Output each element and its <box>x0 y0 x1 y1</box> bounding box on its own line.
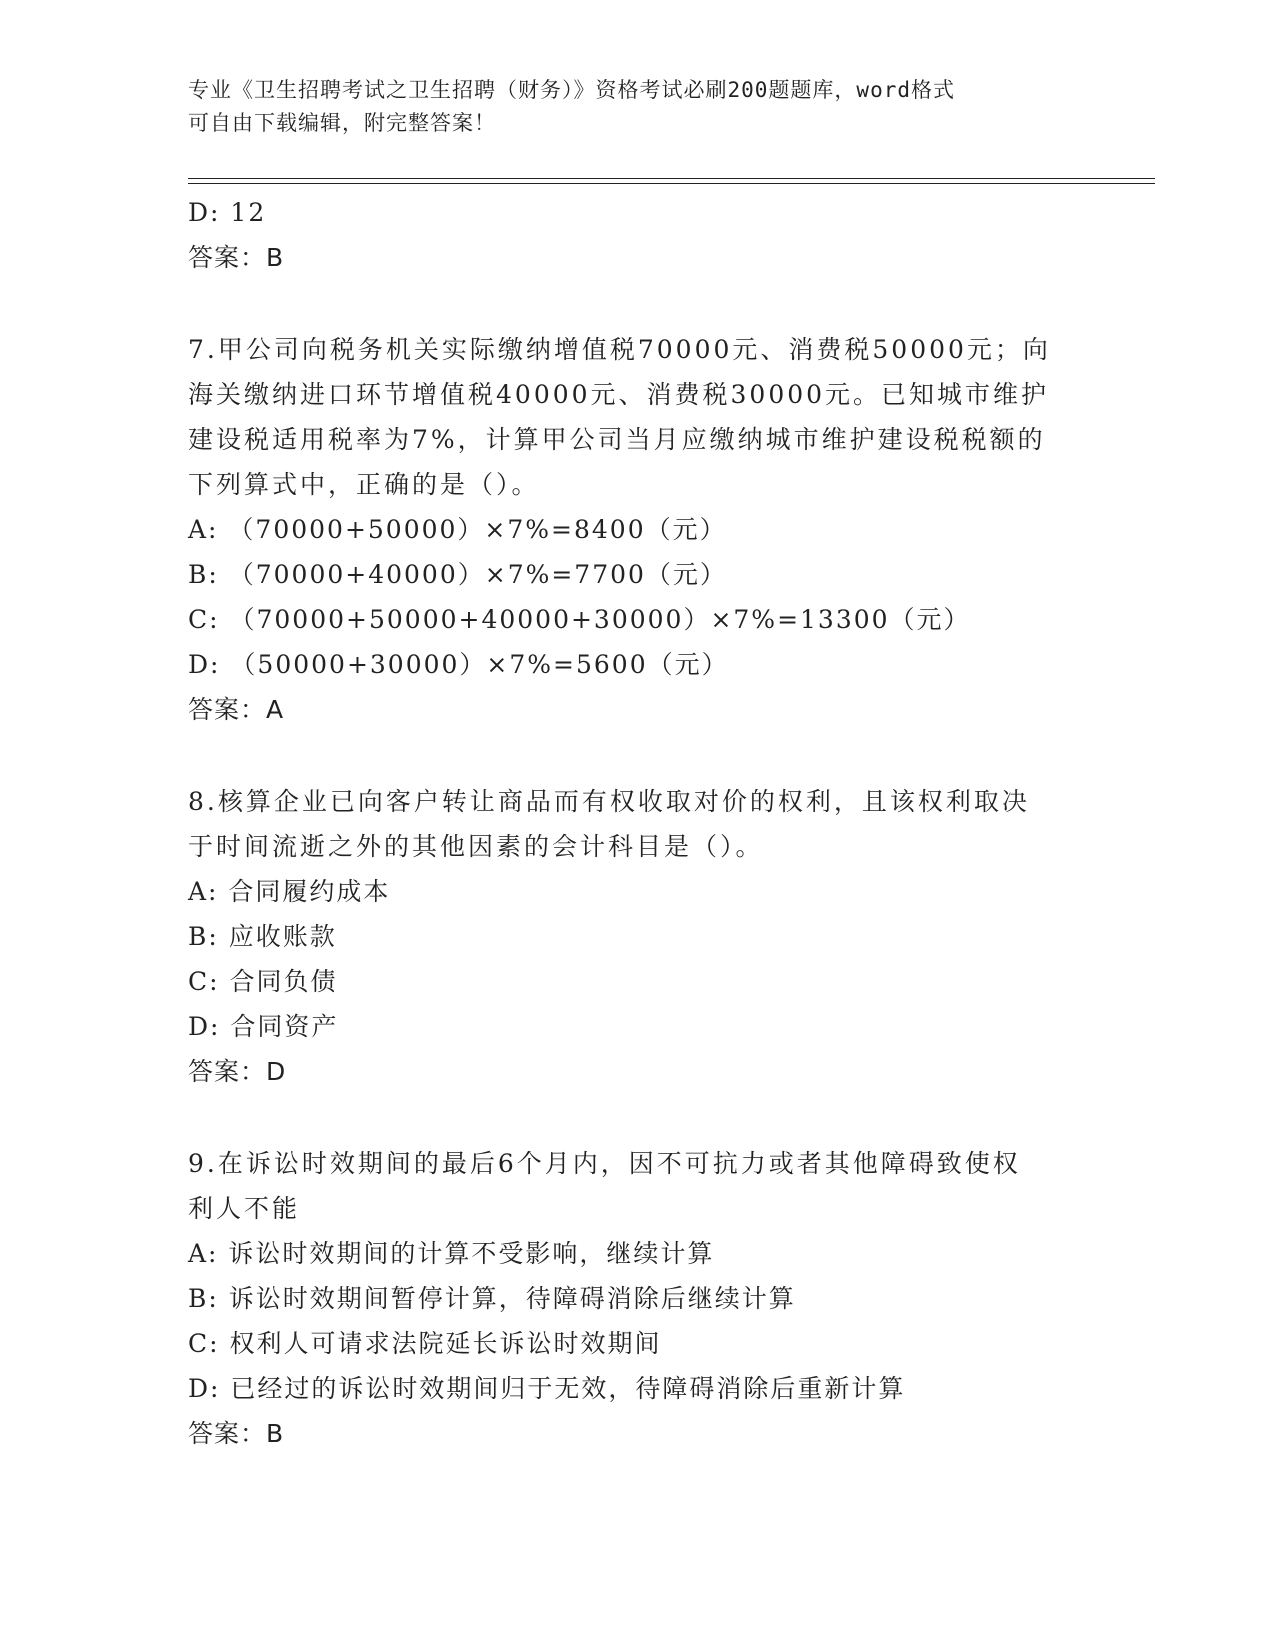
question-stem-line: 于时间流逝之外的其他因素的会计科目是（）。 <box>188 832 764 861</box>
question-stem-line: 海关缴纳进口环节增值税40000元、消费税30000元。已知城市维护 <box>188 380 1050 409</box>
question-stem-line: 利人不能 <box>188 1194 301 1223</box>
option-a: A: 诉讼时效期间的计算不受影响，继续计算 <box>188 1239 715 1268</box>
previous-question-tail <box>188 190 1088 280</box>
option-d: D: 12 <box>188 198 267 227</box>
header-divider-bottom <box>188 183 1155 184</box>
option-b: B: 诉讼时效期间暂停计算，待障碍消除后继续计算 <box>188 1284 796 1313</box>
document-header <box>188 74 1088 140</box>
document-body <box>188 190 1088 1456</box>
question-9 <box>188 1141 1088 1456</box>
spacer <box>188 1094 1088 1141</box>
option-b: B: （70000+40000）×7%=7700（元） <box>188 560 727 589</box>
answer-label: 答案：D <box>188 1057 287 1086</box>
option-c: C: 权利人可请求法院延长诉讼时效期间 <box>188 1329 662 1358</box>
question-8 <box>188 779 1088 1094</box>
question-stem-line: 9.在诉讼时效期间的最后6个月内，因不可抗力或者其他障碍致使权 <box>188 1149 1021 1178</box>
question-stem-line: 8.核算企业已向客户转让商品而有权收取对价的权利，且该权利取决 <box>188 787 1030 816</box>
option-c: C: 合同负债 <box>188 967 338 996</box>
question-stem-line: 7.甲公司向税务机关实际缴纳增值税70000元、消费税50000元；向 <box>188 335 1051 364</box>
option-b: B: 应收账款 <box>188 922 337 951</box>
option-d: D: 合同资产 <box>188 1012 339 1041</box>
header-line-1: 专业《卫生招聘考试之卫生招聘（财务）》资格考试必刷200题题库，word格式 <box>188 78 955 102</box>
question-7 <box>188 327 1088 732</box>
option-a: A: 合同履约成本 <box>188 877 391 906</box>
answer-label: 答案：B <box>188 243 285 272</box>
header-divider-top <box>188 178 1155 179</box>
option-c: C: （70000+50000+40000+30000）×7%=13300（元） <box>188 605 971 634</box>
option-a: A: （70000+50000）×7%=8400（元） <box>188 515 727 544</box>
question-stem-line: 建设税适用税率为7%，计算甲公司当月应缴纳城市维护建设税税额的 <box>188 425 1046 454</box>
spacer <box>188 732 1088 779</box>
spacer <box>188 280 1088 327</box>
header-line-2: 可自由下载编辑，附完整答案！ <box>188 111 496 135</box>
question-stem-line: 下列算式中，正确的是（）。 <box>188 470 540 499</box>
option-d: D: （50000+30000）×7%=5600（元） <box>188 650 729 679</box>
answer-label: 答案：A <box>188 695 285 724</box>
answer-label: 答案：B <box>188 1419 285 1448</box>
option-d: D: 已经过的诉讼时效期间归于无效，待障碍消除后重新计算 <box>188 1374 906 1403</box>
